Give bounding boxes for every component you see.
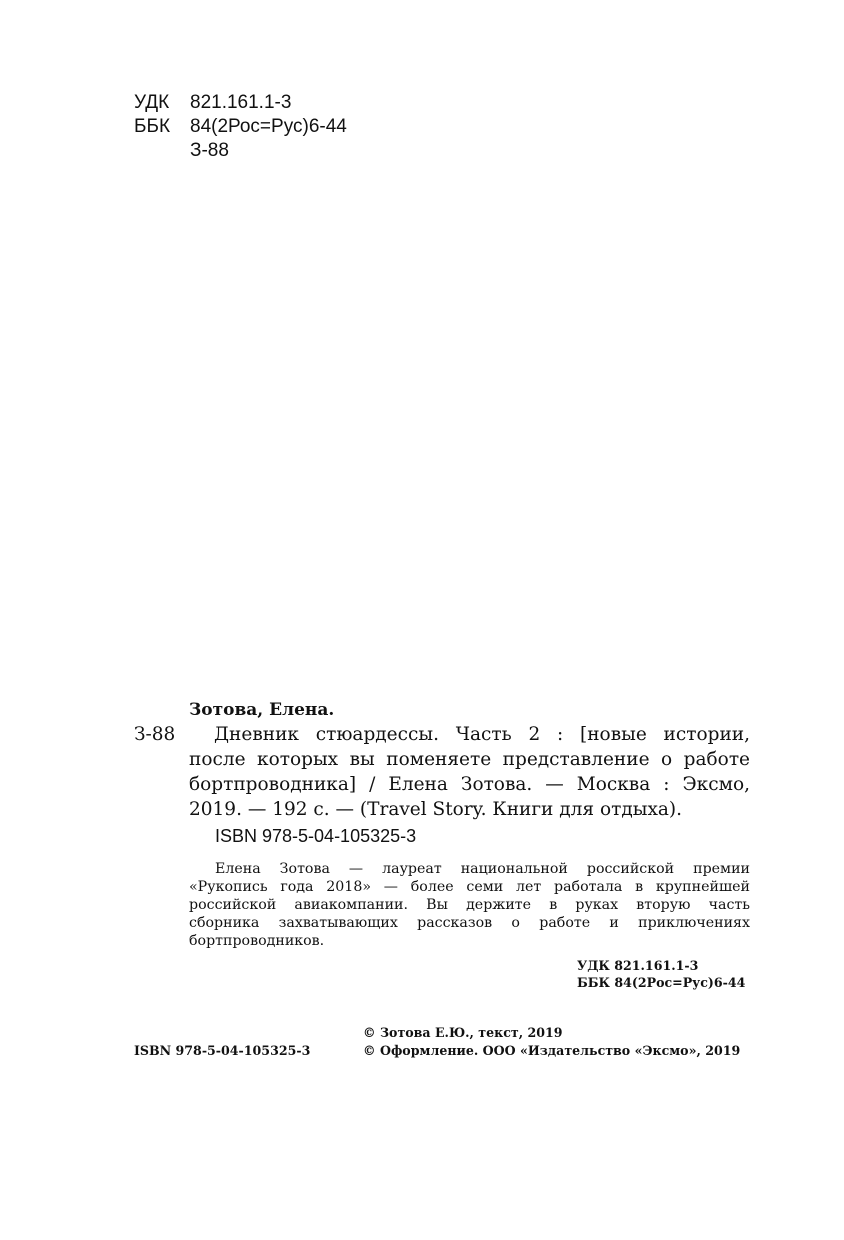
record-isbn: ISBN 978-5-04-105325-3 (215, 826, 417, 846)
footer-isbn: ISBN 978-5-04-105325-3 (134, 1043, 311, 1058)
record-line-2: после которых вы поменяете представление о работе (189, 749, 750, 770)
bbk-label: ББК (134, 116, 171, 137)
udk-label: УДК (134, 92, 170, 113)
annotation-line-1: Елена Зотова — лауреат национальной российской премии (215, 861, 750, 877)
annotation-line-2: «Рукопись года 2018» — более семи лет работала в крупнейшей (189, 879, 750, 895)
record-line-1: Дневник стюардессы. Часть 2 : [новые истории, (214, 724, 750, 745)
annotation-line-5: бортпроводников. (189, 933, 325, 949)
record-line-4: 2019. — 192 с. — (Travel Story. Книги для отдыха). (189, 799, 683, 820)
copyright-design: © Оформление. ООО «Издательство «Эксмо», 2019 (363, 1043, 741, 1058)
footer-bbk: ББК 84(2Рос=Рус)6-44 (577, 975, 746, 990)
record-mark: З-88 (134, 724, 176, 745)
copyright-text: © Зотова Е.Ю., текст, 2019 (363, 1025, 563, 1040)
author-mark: З-88 (190, 140, 229, 161)
annotation-line-4: сборника захватывающих рассказов о работе и приключениях (189, 915, 750, 931)
udk-value: 821.161.1-3 (190, 92, 292, 113)
annotation-line-3: российской авиакомпании. Вы держите в руках вторую часть (189, 897, 750, 913)
record-author: Зотова, Елена. (189, 700, 335, 720)
footer-udk: УДК 821.161.1-3 (577, 958, 699, 973)
record-line-3: бортпроводника] / Елена Зотова. — Москва : Эксмо, (189, 774, 750, 795)
bbk-value: 84(2Рос=Рус)6-44 (190, 116, 347, 137)
